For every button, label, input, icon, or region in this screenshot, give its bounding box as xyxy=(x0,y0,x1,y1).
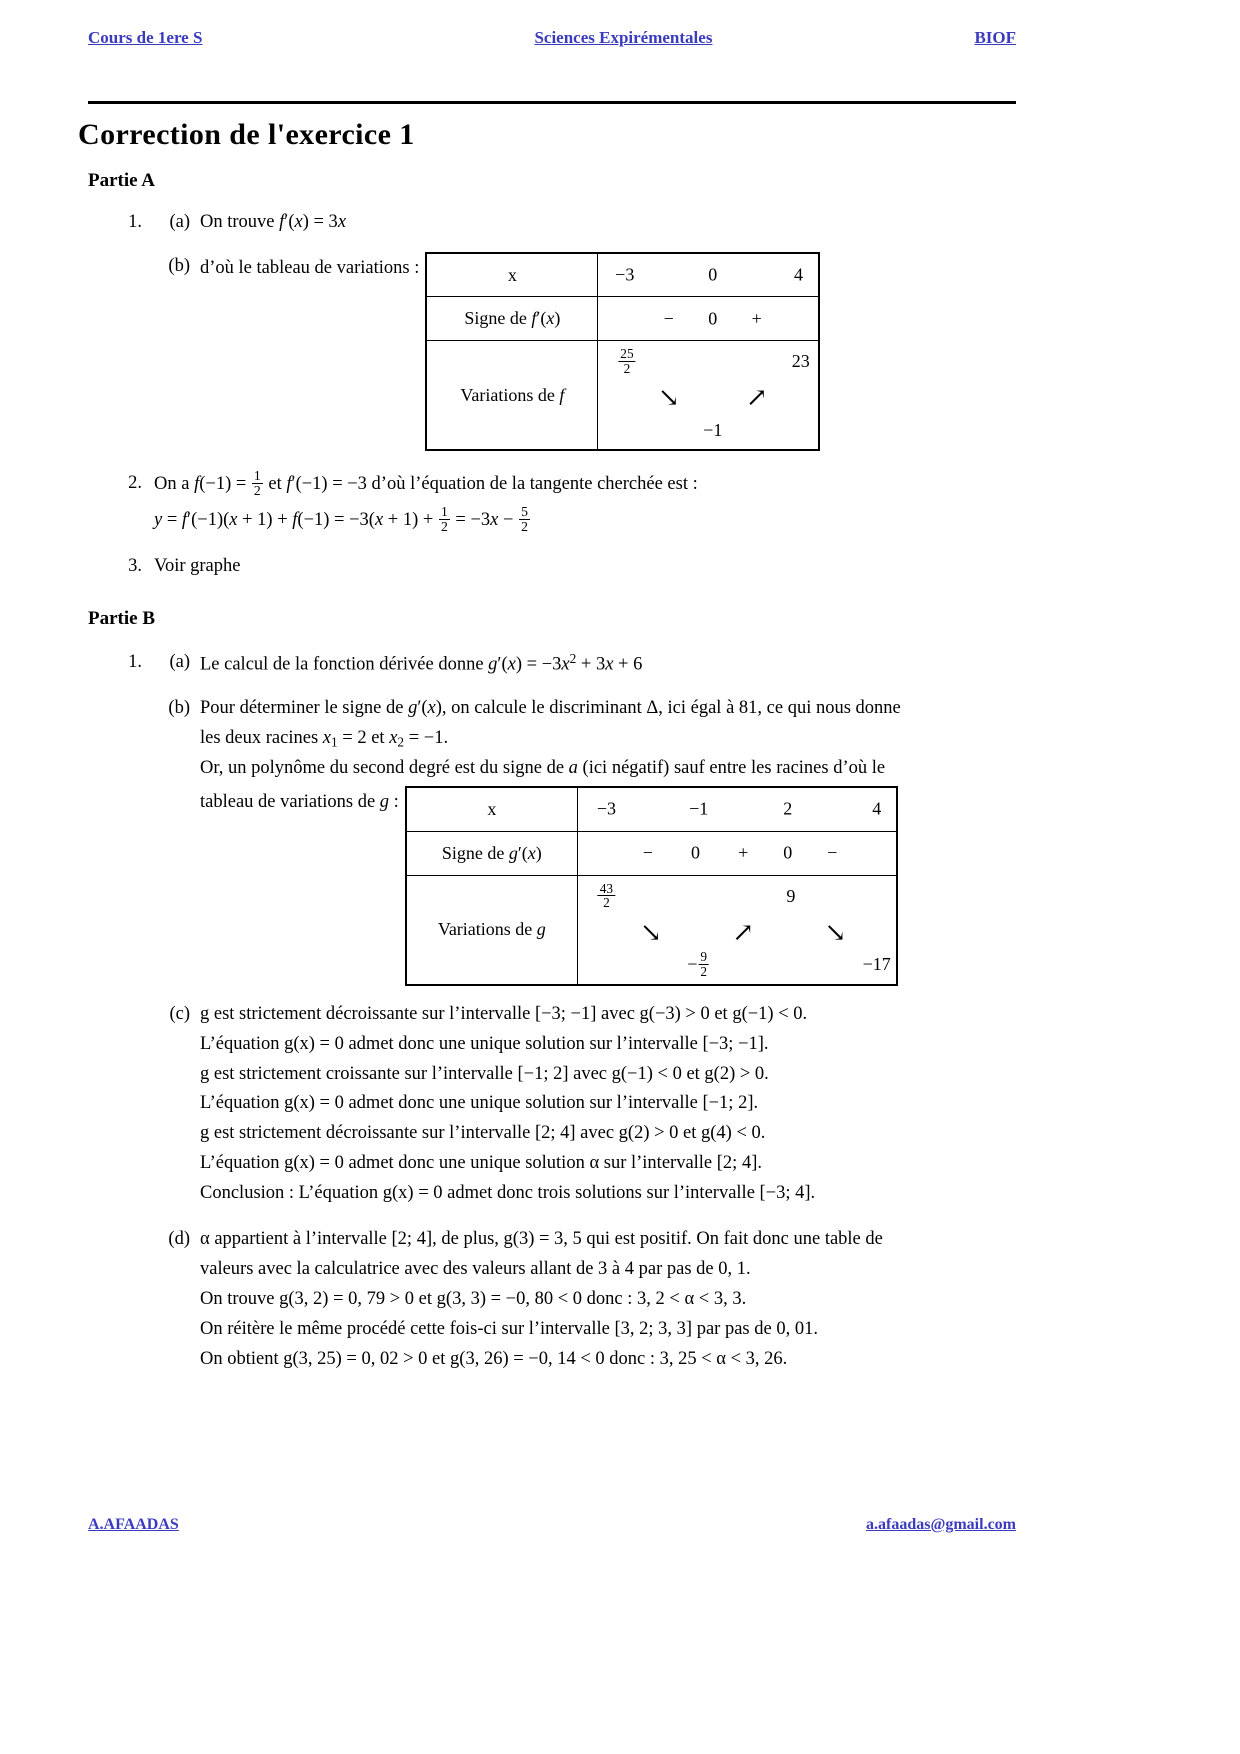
list-item-b1c-line: g est strictement décroissante sur l’intervalle [−3; −1] avec g(−3) > 0 et g(−1) < 0. xyxy=(200,1003,808,1024)
variation-table-f xyxy=(425,252,820,452)
table-row-variations xyxy=(406,875,897,985)
x-value: −1 xyxy=(689,798,709,819)
list-item-b1 xyxy=(110,648,1240,1375)
list-item-b1c-line: g est strictement croissante sur l’intervalle [−1; 2] avec g(−1) < 0 et g(2) > 0. xyxy=(200,1063,769,1084)
list-item-b1d-line: α appartient à l’intervalle [2; 4], de plus, g(3) = 3, 5 qui est positif. On fait donc une table de xyxy=(200,1229,883,1250)
list-label: (a) xyxy=(169,212,190,232)
x-value: −3 xyxy=(596,798,616,819)
variations-track xyxy=(598,341,818,449)
document-body xyxy=(0,118,1240,1375)
row-values-variations xyxy=(577,875,897,985)
page-title: Correction de l'exercice 1 xyxy=(78,118,415,151)
x-value: 0 xyxy=(708,264,718,285)
list-item-a3-text: Voir graphe xyxy=(154,555,241,576)
header-link-right[interactable]: BIOF xyxy=(974,28,1016,47)
list-item-b1b xyxy=(154,694,1240,985)
list-item-a2-text: On a f(−1) = $\frac{1}{2}$ et f′(−1) = −3 d’où l’équation de la tangente cherchée est : y = f′(−1)(x + 1) + f(−1) = −3(x + 1) + $\frac{1}{2}$ = −3x − $\frac{5}{2}$ xyxy=(154,468,698,534)
variation-bottom-value: −1 xyxy=(703,420,723,441)
list-item-a1b xyxy=(154,252,1240,452)
list-label: (a) xyxy=(169,651,190,672)
list-item-b1c-line: g est strictement décroissante sur l’intervalle [2; 4] avec g(2) > 0 et g(4) < 0. xyxy=(200,1123,766,1144)
list-item-a1a-text: On trouve f′(x) = 3x xyxy=(200,212,347,232)
sign-value: − xyxy=(827,842,838,863)
row-label-x: x xyxy=(426,253,598,297)
table-row-sign xyxy=(426,297,819,341)
footer-email[interactable]: a.afaadas@gmail.com xyxy=(866,1516,1016,1533)
variation-top-value: 23 xyxy=(791,351,810,372)
footer-author[interactable]: A.AFAADAS xyxy=(88,1516,179,1533)
x-value: −3 xyxy=(615,264,635,285)
list-item-b1d xyxy=(154,1225,1240,1375)
list-item-b1b-line4: tableau de variations de g : xyxy=(200,792,399,813)
row-values-variations xyxy=(598,341,820,451)
sign-value: 0 xyxy=(708,308,718,329)
list-item-b1c-line: L’équation g(x) = 0 admet donc une unique solution sur l’intervalle [−1; 2]. xyxy=(200,1093,759,1114)
arrow-down-icon: ↘ xyxy=(640,917,662,947)
sign-value: + xyxy=(751,308,762,329)
section-heading-partie-b: Partie B xyxy=(88,607,156,629)
list-item-b1d-line: On obtient g(3, 25) = 0, 02 > 0 et g(3, 26) = −0, 14 < 0 donc : 3, 25 < α < 3, 26. xyxy=(200,1349,788,1370)
table-row-x xyxy=(426,253,819,297)
list-number: 1. xyxy=(128,212,142,232)
variations-track xyxy=(578,876,896,984)
variation-top-value: $\frac{43}{2}$ xyxy=(599,880,614,911)
list-item-a3 xyxy=(110,552,1240,582)
list-item-b1b-line1: Pour déterminer le signe de g′(x), on calcule le discriminant Δ, ici égal à 81, ce qui nous donne xyxy=(200,698,901,719)
row-label-x: x xyxy=(406,787,578,831)
list-label: (d) xyxy=(168,1229,190,1250)
list-number: 3. xyxy=(128,555,142,576)
row-values-x xyxy=(598,253,820,297)
sign-value: 0 xyxy=(690,842,700,863)
variation-table-g xyxy=(405,786,898,986)
table-row-variations xyxy=(426,341,819,451)
list-item-a1 xyxy=(110,208,1240,451)
list-item-b1c xyxy=(154,1000,1240,1210)
arrow-up-icon: ↗ xyxy=(745,383,768,413)
list-label: (b) xyxy=(168,255,190,276)
list-item-b1a-text: Le calcul de la fonction dérivée donne $g'(x) = -3x^2 + 3x + 6$ xyxy=(200,650,643,675)
page-header xyxy=(88,28,1016,48)
list-item-b1c-line: L’équation g(x) = 0 admet donc une unique solution sur l’intervalle [−3; −1]. xyxy=(200,1033,769,1054)
row-label-variations: Variations de g xyxy=(406,875,578,985)
list-number: 1. xyxy=(128,651,142,672)
list-item-b1b-line3: Or, un polynôme du second degré est du signe de a (ici négatif) sauf entre les racines d’où le xyxy=(200,758,886,779)
x-value: 4 xyxy=(872,798,882,819)
list-item-a1b-text: d’où le tableau de variations : xyxy=(200,257,420,278)
header-link-center[interactable]: Sciences Expirémentales xyxy=(534,28,713,47)
list-label: (b) xyxy=(168,698,190,719)
list-item-a1a xyxy=(154,208,1240,238)
list-item-b1b-line2: les deux racines $x_1 = 2$ et $x_2 = -1$. xyxy=(200,728,449,750)
arrow-up-icon: ↗ xyxy=(732,917,755,947)
variation-bottom-value: −17 xyxy=(862,954,891,975)
header-divider xyxy=(88,101,1016,104)
table-row-x xyxy=(406,787,897,831)
sign-value: 0 xyxy=(783,842,793,863)
list-number: 2. xyxy=(128,473,142,494)
arrow-down-icon: ↘ xyxy=(824,917,847,947)
list-item-b1d-line: valeurs avec la calculatrice avec des valeurs allant de 3 à 4 par pas de 0, 1. xyxy=(200,1259,751,1280)
sign-value: − xyxy=(642,842,653,863)
list-item-b1a xyxy=(154,648,1240,680)
sign-value: + xyxy=(738,842,749,863)
variation-top-value: $\frac{25}{2}$ xyxy=(620,346,634,377)
table-row-sign xyxy=(406,831,897,875)
row-label-variations: Variations de f xyxy=(426,341,598,451)
row-label-sign: Signe de f′(x) xyxy=(426,297,598,341)
arrow-down-icon: ↘ xyxy=(657,383,680,413)
x-value: 4 xyxy=(794,264,804,285)
header-link-left[interactable]: Cours de 1ere S xyxy=(88,28,203,47)
variation-bottom-value: − $\frac{9}{2}$ xyxy=(687,949,708,980)
row-values-sign xyxy=(577,831,897,875)
row-label-sign: Signe de g′(x) xyxy=(406,831,578,875)
variation-top-value: 9 xyxy=(786,885,796,906)
list-item-b1d-line: On trouve g(3, 2) = 0, 79 > 0 et g(3, 3) = −0, 80 < 0 donc : 3, 2 < α < 3, 3. xyxy=(200,1289,747,1310)
page-footer xyxy=(88,1516,1016,1534)
list-item-b1c-line: Conclusion : L’équation g(x) = 0 admet donc trois solutions sur l’intervalle [−3; 4]. xyxy=(200,1183,816,1204)
list-item-b1c-line: L’équation g(x) = 0 admet donc une unique solution α sur l’intervalle [2; 4]. xyxy=(200,1153,762,1174)
list-item-a2 xyxy=(110,469,1240,535)
x-value: 2 xyxy=(783,798,793,819)
list-item-b1d-line: On réitère le même procédé cette fois-ci sur l’intervalle [3, 2; 3, 3] par pas de 0, 01. xyxy=(200,1319,818,1340)
list-label: (c) xyxy=(169,1003,190,1024)
sign-value: − xyxy=(663,308,674,329)
row-values-x xyxy=(577,787,897,831)
row-values-sign xyxy=(598,297,820,341)
section-heading-partie-a: Partie A xyxy=(88,170,156,191)
